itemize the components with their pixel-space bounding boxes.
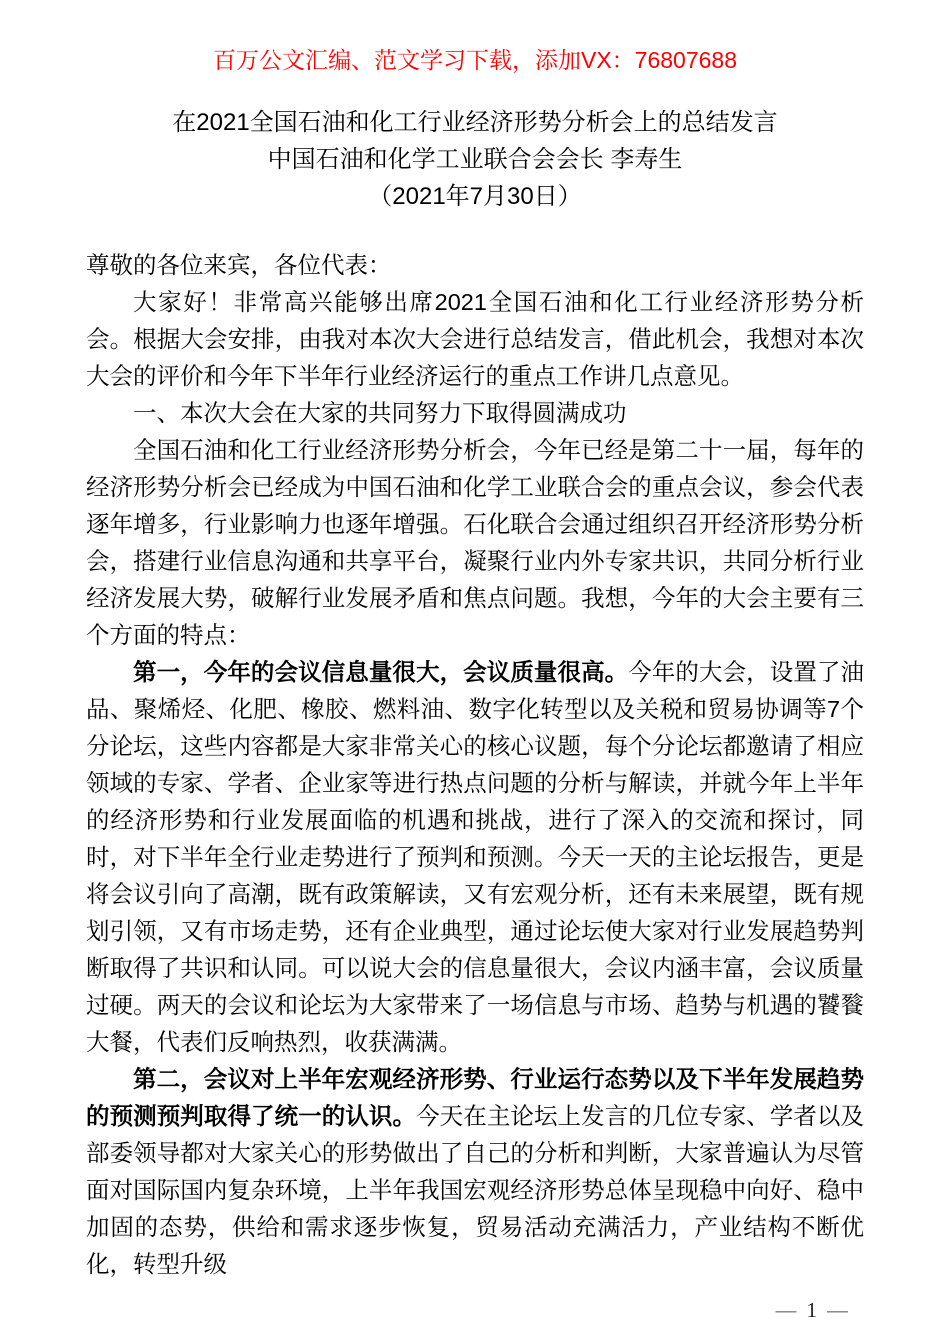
- document-author-line: 中国石油和化学工业联合会会长 李寿生: [267, 146, 683, 173]
- paragraph-text: 大家好！非常高兴能够出席2021全国石油和化工行业经济形势分析会。根据大会安排，由我对本次大会进行总结发言，借此机会，我想对本次大会的评价和今年下半年行业经济运行的重点工作讲几点意见。: [86, 289, 864, 389]
- paragraph-text: 全国石油和化工行业经济形势分析会，今年已经是第二十一届，每年的经济形势分析会已经成为中国石油和化学工业联合会的重点会议，参会代表逐年增多，行业影响力也逐年增强。石化联合会通过组织召开经济形势分析会，搭建行业信息沟通和共享平台，凝聚行业内外专家共识，共同分析行业经济发展大势，破解行业发展矛盾和焦点问题。我想，今年的大会主要有三个方面的特点：: [86, 437, 864, 648]
- paragraph-bold-lead: 第一，今年的会议信息量很大，会议质量很高。: [133, 659, 629, 685]
- page-number-dash-right: —: [827, 1299, 848, 1322]
- page-number-value: 1: [806, 1298, 817, 1322]
- salutation-paragraph: [86, 247, 864, 284]
- paragraph-text: 今天在主论坛上发言的几位专家、学者以及部委领导都对大家关心的形势做出了自己的分析和判断，大家普遍认为尽管面对国际国内复杂环境，上半年我国宏观经济形势总体呈现稳中向好、稳中加固的态势，供给和需求逐步恢复，贸易活动充满活力，产业结构不断优化，转型升级: [86, 1103, 864, 1277]
- section-heading-text: 一、本次大会在大家的共同努力下取得圆满成功: [133, 400, 627, 426]
- document-date-line: （2021年7月30日）: [368, 183, 582, 210]
- paragraph-text: 尊敬的各位来宾，各位代表：: [86, 252, 392, 278]
- page-number: [776, 1298, 849, 1323]
- paragraph: [86, 284, 864, 395]
- section-heading: [86, 395, 864, 432]
- document-body: [86, 247, 864, 1283]
- paragraph-bold-lead: 第二，会议对上半年宏观经济形势、行业运行态势以及下半年发展趋势的预测预判取得了统一的认识。: [86, 1066, 864, 1129]
- document-heading-block: [86, 104, 864, 215]
- page-number-dash-left: —: [775, 1299, 797, 1322]
- paragraph: [86, 654, 864, 1061]
- document-title: 在2021全国石油和化工行业经济形势分析会上的总结发言: [172, 109, 778, 136]
- paragraph: [86, 432, 864, 654]
- promo-banner-text: 百万公文汇编、范文学习下载，添加VX：76807688: [212, 47, 737, 73]
- paragraph-text: 今年的大会，设置了油品、聚烯烃、化肥、橡胶、燃料油、数字化转型以及关税和贸易协调等7个分论坛，这些内容都是大家非常关心的核心议题，每个分论坛都邀请了相应领域的专家、学者、企业家等进行热点问题的分析与解读，并就今年上半年的经济形势和行业发展面临的机遇和挑战，进行了深入的交流和探讨，同时，对下半年全行业走势进行了预判和预测。今天一天的主论坛报告，更是将会议引向了高潮，既有政策解读，又有宏观分析，还有未来展望，既有规划引领，又有市场走势，还有企业典型，通过论坛使大家对行业发展趋势判断取得了共识和认同。可以说大会的信息量很大，会议内涵丰富，会议质量过硬。两天的会议和论坛为大家带来了一场信息与市场、趋势与机遇的饕餮大餐，代表们反响热烈，收获满满。: [86, 659, 864, 1055]
- paragraph: [86, 1061, 864, 1283]
